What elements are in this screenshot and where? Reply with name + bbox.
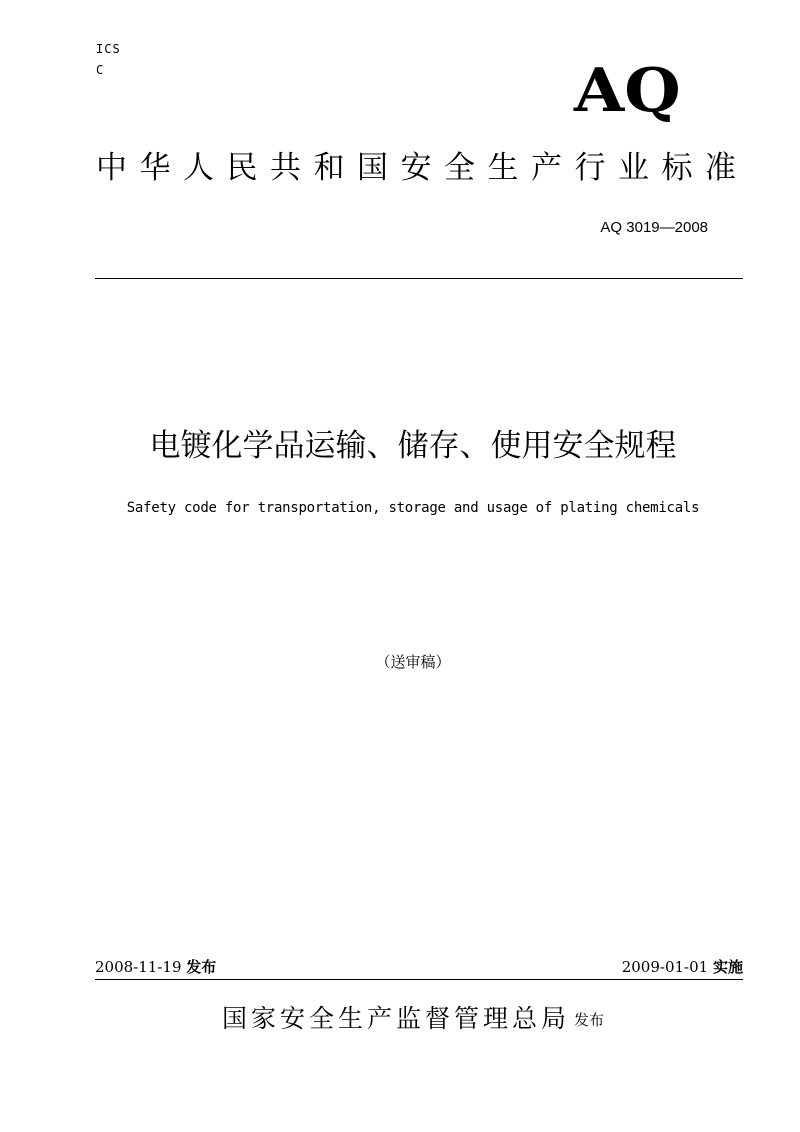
issuer-suffix: 发布 bbox=[574, 1011, 605, 1029]
draft-status: （送审稿） bbox=[375, 653, 451, 671]
ics-label: ICS bbox=[96, 42, 121, 56]
effective-label: 实施 bbox=[712, 958, 743, 976]
issue-date-block bbox=[95, 956, 216, 978]
aq-logo: AQ bbox=[574, 56, 681, 126]
issue-date: 2008-11-19 bbox=[95, 958, 182, 976]
document-title-en: Safety code for transportation, storage and usage of plating chemicals bbox=[126, 500, 700, 516]
class-code: C bbox=[96, 63, 105, 77]
date-row bbox=[95, 956, 743, 978]
header-divider bbox=[95, 278, 743, 279]
issue-label: 发布 bbox=[186, 958, 217, 976]
standard-number: AQ 3019—2008 bbox=[600, 219, 708, 236]
document-title-cn: 电镀化学品运输、储存、使用安全规程 bbox=[149, 428, 677, 464]
effective-date-block bbox=[622, 956, 743, 978]
standard-type-title: 中华人民共和国安全生产行业标准 bbox=[96, 150, 749, 186]
issuer-line bbox=[0, 1002, 800, 1037]
issuer-name: 国家安全生产监督管理总局 bbox=[221, 1004, 570, 1033]
footer-divider bbox=[95, 979, 743, 980]
effective-date: 2009-01-01 bbox=[621, 958, 709, 976]
